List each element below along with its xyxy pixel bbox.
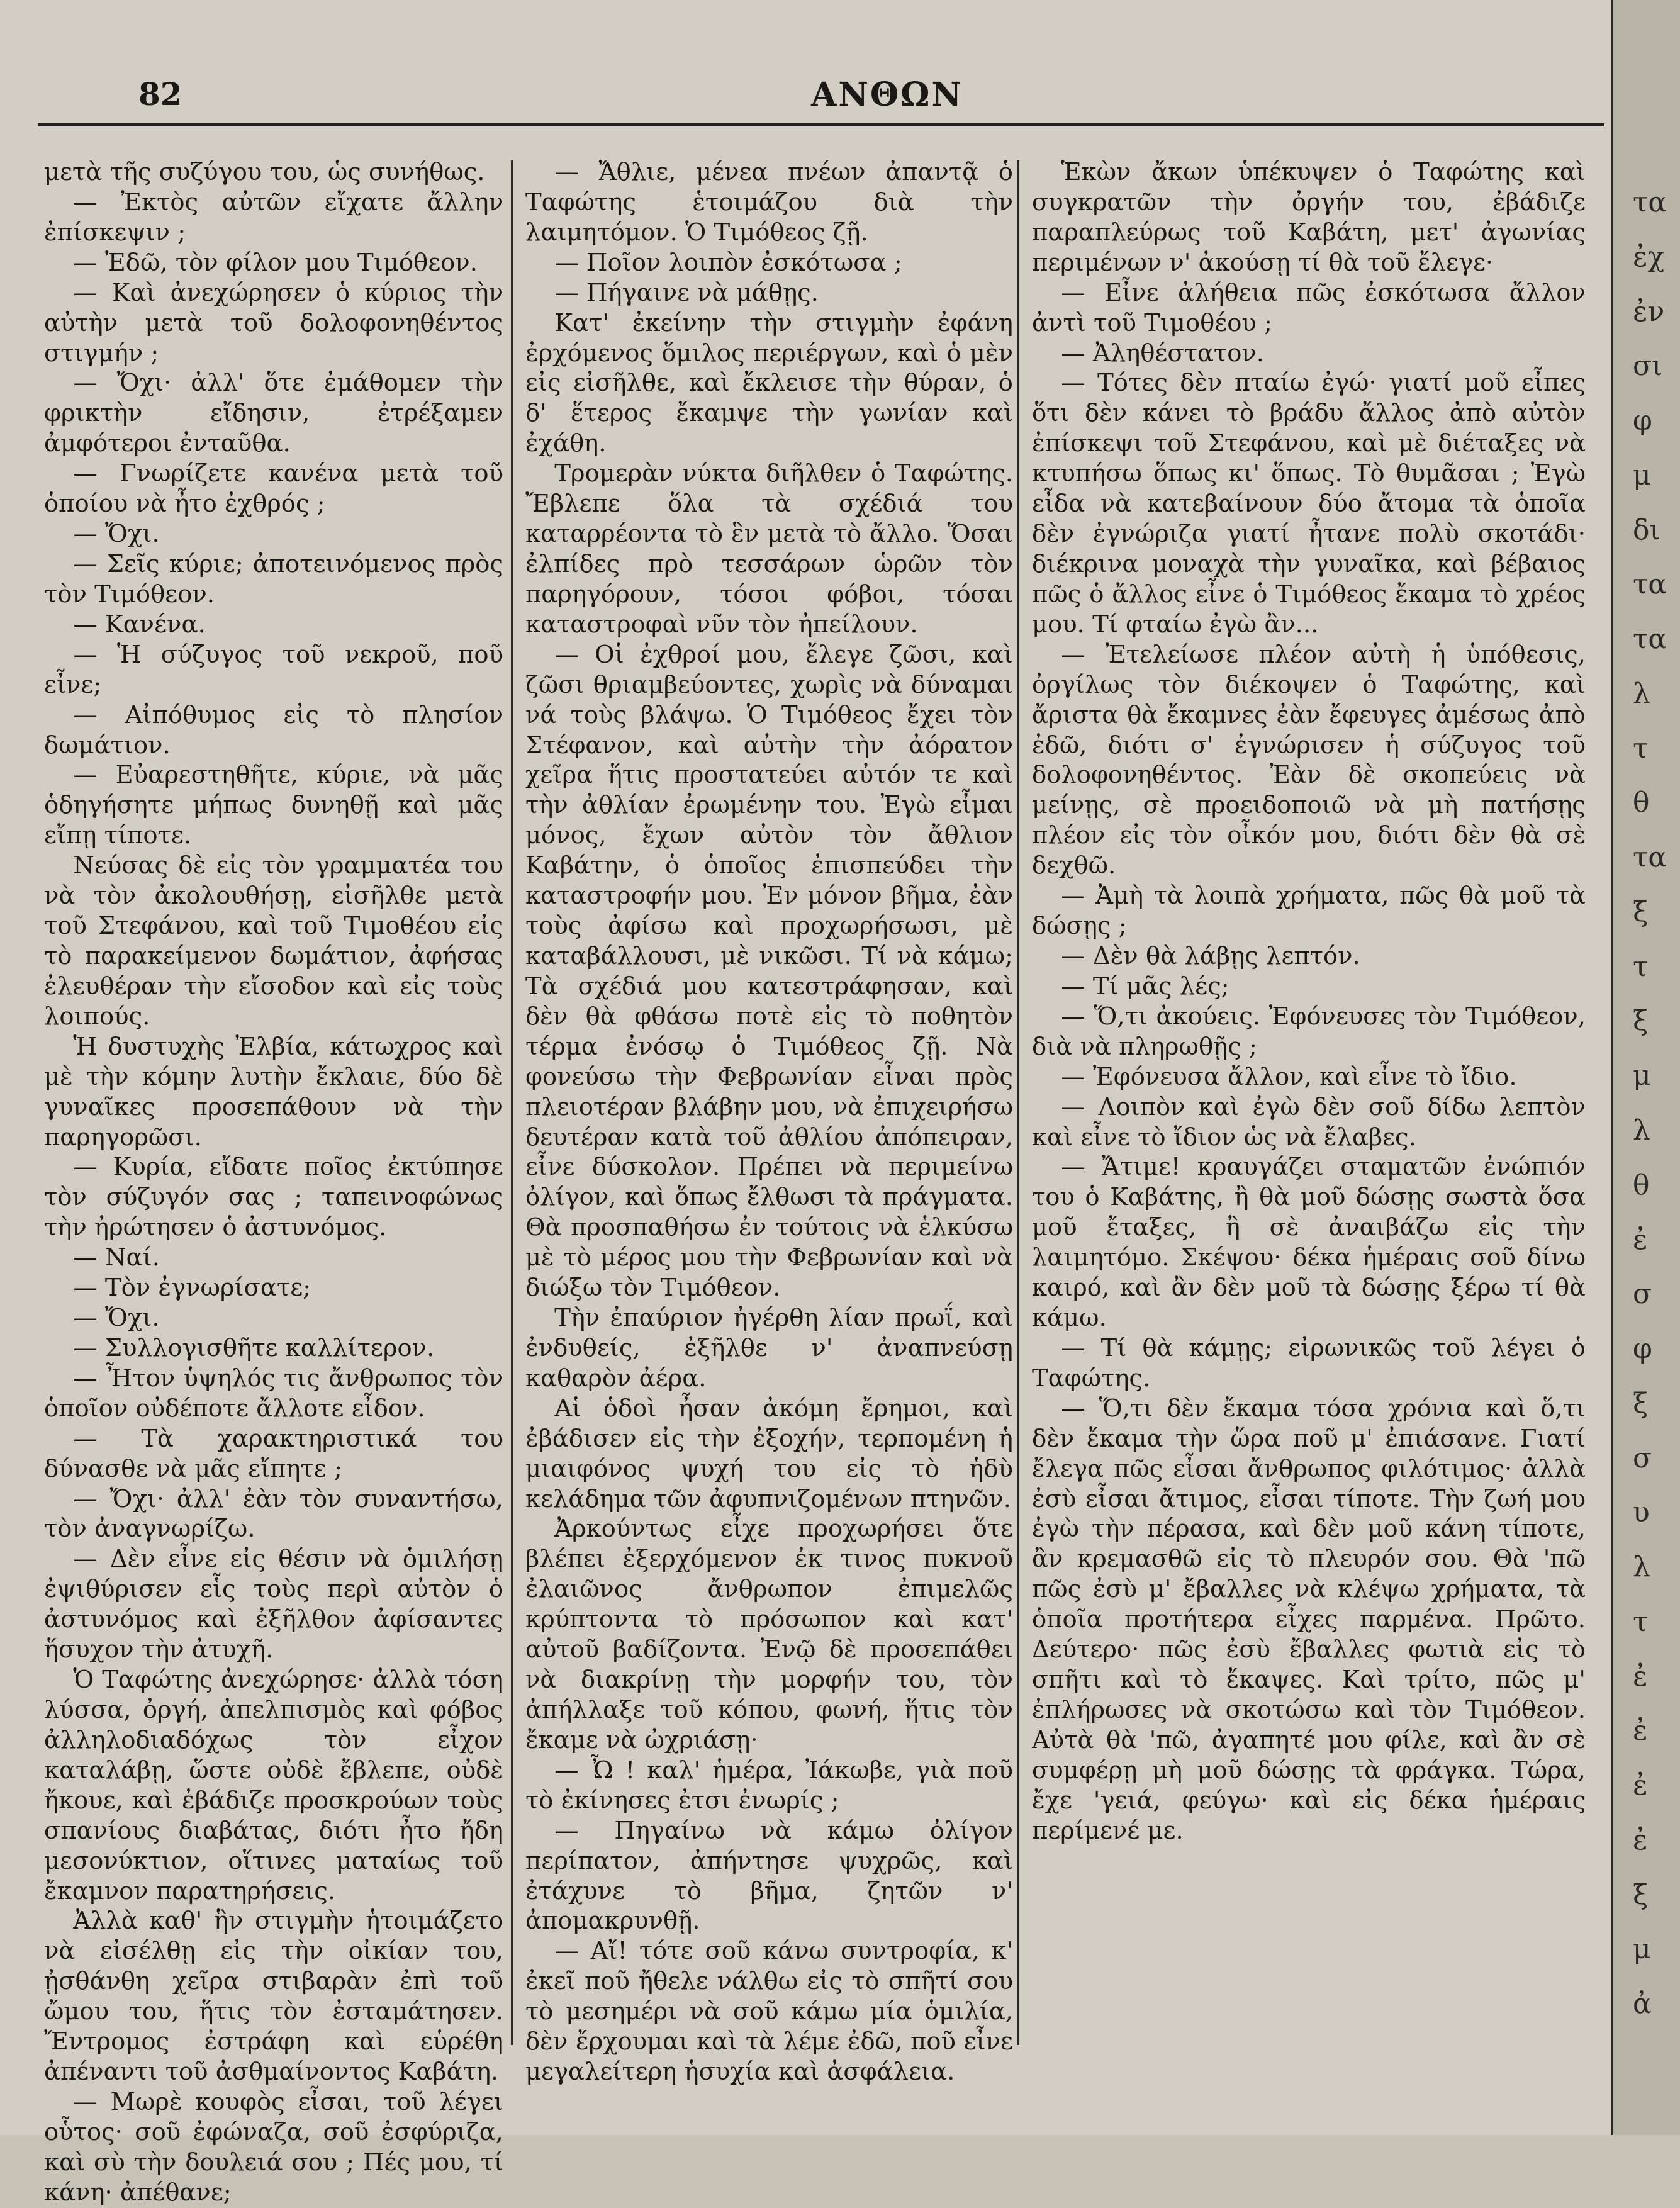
adjacent-page-fragment: δι <box>1633 513 1660 546</box>
adjacent-page-fragment: ξ <box>1633 1878 1649 1911</box>
adjacent-page-fragment: θ <box>1633 787 1650 819</box>
paragraph: — Τὸν ἐγνωρίσατε; <box>73 1274 311 1303</box>
paragraph: — Δὲν θὰ λάβῃς λεπτόν. <box>1061 941 1360 970</box>
adjacent-page-fragment: ἀ <box>1633 1988 1652 2020</box>
paragraph: — Πηγαίνω νὰ κάμω ὀλίγον περίπατον, ἀπήντησε ψυχρῶς, καὶ ἐτάχυνε τὸ βῆμα, ζητῶν ν' ἀπομακρυνθῇ. <box>525 1816 1013 1936</box>
column-divider <box>1017 160 1019 2045</box>
paragraph: — Ἐφόνευσα ἄλλον, καὶ εἶνε τὸ ἴδιο. <box>1061 1062 1517 1091</box>
adjacent-page-fragment: σι <box>1633 350 1663 383</box>
paragraph: — Μωρὲ κουφὸς εἶσαι, τοῦ λέγει οὗτος· σοῦ ἐφώναζα, σοῦ ἐσφύριζα, καὶ σὺ τὴν δουλειά σου ; Πές μου, τί κάνη· ἀπέθανε; <box>44 2088 503 2207</box>
paragraph: — Πήγαινε νὰ μάθῃς. <box>554 278 819 307</box>
adjacent-page-fragment: ἐν <box>1633 295 1665 328</box>
paragraph: Τὴν ἐπαύριον ἠγέρθη λίαν πρωΐ, καὶ ἐνδυθείς, ἐξῆλθε ν' ἀναπνεύσῃ καθαρὸν ἀέρα. <box>525 1304 1013 1393</box>
page-number: 82 <box>138 76 182 113</box>
paragraph: — Ἄτιμε! κραυγάζει σταματῶν ἐνώπιόν του ὁ Καβάτης, ἢ θὰ μοῦ δώσῃς σωστὰ ὅσα μοῦ ἔταξες, ἢ σὲ ἀναιβάζω εἰς τὴν λαιμητόμο. Σκέψου· δέκα ἡμέραις σοῦ δίνω καιρό, καὶ ἂν δὲν μοῦ τὰ δώσῃς ξέρω τί θὰ κάμω. <box>1032 1153 1586 1333</box>
adjacent-page-fragment: λ <box>1633 1114 1650 1146</box>
paragraph: — Τί θὰ κάμῃς; εἰρωνικῶς τοῦ λέγει ὁ Ταφώτης. <box>1032 1333 1586 1393</box>
paragraph: — Ἀμὴ τὰ λοιπὰ χρήματα, πῶς θὰ μοῦ τὰ δώσῃς ; <box>1032 882 1586 941</box>
paragraph: — Αἴ! τότε σοῦ κάνω συντροφία, κ' ἐκεῖ ποῦ ἤθελε νάλθω εἰς τὸ σπῆτί σου τὸ μεσημέρι νὰ σοῦ κάμω μία ὁμιλία, δὲν ἔρχουμαι καὶ τὰ λέμε ἐδῶ, ποῦ εἶνε μεγαλείτερη ἡσυχία καὶ ἀσφάλεια. <box>525 1937 1013 2087</box>
adjacent-page-fragment: τ <box>1633 732 1649 765</box>
paragraph: Νεύσας δὲ εἰς τὸν γραμματέα του νὰ τὸν ἀκολουθήσῃ, εἰσῆλθε μετὰ τοῦ Στεφάνου, καὶ τοῦ Τιμοθέου εἰς τὸ παρακείμενον δωμάτιον, ἀφήσας ἐλευθέραν τὴν εἴσοδον καὶ εἰς τοὺς λοιπούς. <box>44 851 503 1031</box>
adjacent-page-fragment: ἐ <box>1633 1769 1648 1802</box>
paragraph: — Εὐαρεστηθῆτε, κύριε, νὰ μᾶς ὁδηγήσητε μήπως δυνηθῇ καὶ μᾶς εἴπῃ τίποτε. <box>44 761 503 850</box>
paragraph: — Ἄθλιε, μένεα πνέων ἀπαντᾷ ὁ Ταφώτης ἑτοιμάζου διὰ τὴν λαιμητόμον. Ὁ Τιμόθεος ζῇ. <box>525 158 1013 247</box>
adjacent-page-fragment: τα <box>1633 568 1667 601</box>
paragraph: Κατ' ἐκείνην τὴν στιγμὴν ἐφάνη ἐρχόμενος ὅμιλος περιέργων, καὶ ὁ μὲν εἰς εἰσῆλθε, καὶ ἔκλεισε τὴν θύραν, ὁ δ' ἕτερος ἔκαμψε τὴν γωνίαν καὶ ἐχάθη. <box>525 308 1013 458</box>
paragraph: — Ὄχι· ἀλλ' ἐὰν τὸν συναντήσω, τὸν ἀναγνωρίζω. <box>44 1484 503 1544</box>
paragraph: — Ποῖον λοιπὸν ἐσκότωσα ; <box>554 248 902 277</box>
paragraph: — Οἱ ἐχθροί μου, ἔλεγε ζῶσι, καὶ ζῶσι θριαμβεύοντες, χωρὶς νὰ δύναμαι νά τοὺς βλάψω. Ὁ Τιμόθεος ἔχει τὸν Στέφανον, καὶ αὐτὴν τὴν ἀόρατον χεῖρα ἥτις προστατεύει αὐτόν τε καὶ τὴν ἀθλίαν ἐρωμένην του. Ἐγὼ εἶμαι μόνος, ἔχων αὐτὸν τὸν ἄθλιον Καβάτην, ὁ ὁποῖος ἐπισπεύδει τὴν καταστροφήν μου. Ἐν μόνον βῆμα, ἐὰν τοὺς ἀφίσω καὶ προχωρήσωσι, μὲ καταβάλλουσι, μὲ νικῶσι. Τί νὰ κάμω; Τὰ σχέδιά μου κατεστράφησαν, καὶ δὲν θὰ φθάσω ποτὲ εἰς τὸ ποθητὸν τέρμα ἐνόσῳ ὁ Τιμόθεος ζῇ. Νὰ φονεύσω τὴν Φεβρωνίαν εἶναι πρὸς πλειοτέραν βλάβην μου, νὰ ἐπιχειρήσω δευτέραν κατὰ τοῦ ἀθλίου ἀπόπειραν, εἶνε δύσκολον. Πρέπει νὰ περιμείνω ὀλίγον, καὶ ὅπως ἔλθωσι τὰ πράγματα. Θὰ προσπαθήσω ἐν τούτοις νὰ ἑλκύσω μὲ τὸ μέρος μου τὴν Φεβρωνίαν καὶ νὰ διώξω τὸν Τιμόθεον. <box>525 640 1013 1303</box>
adjacent-page-fragment: ἐ <box>1633 1660 1648 1693</box>
adjacent-page-fragment: ἐ <box>1633 1223 1648 1256</box>
adjacent-page-fragment: ξ <box>1633 895 1649 928</box>
paragraph: μετὰ τῆς συζύγου του, ὡς συνήθως. <box>44 158 485 186</box>
paragraph: — Τὰ χαρακτηριστικά του δύνασθε νὰ μᾶς εἴπητε ; <box>44 1424 503 1483</box>
journal-title: ΑΝΘΩΝ <box>811 76 963 114</box>
paragraph: Ἑκὼν ἄκων ὑπέκυψεν ὁ Ταφώτης καὶ συγκρατῶν τὴν ὀργήν του, ἐβάδιζε παραπλεύρως τοῦ Καβάτη, μετ' ἀγωνίας περιμένων ν' ἀκούσῃ τί θὰ τοῦ ἔλεγε· <box>1032 158 1586 277</box>
paragraph: — Ὄχι. <box>73 520 160 549</box>
paragraph: — Ὅ,τι δὲν ἔκαμα τόσα χρόνια καὶ ὅ,τι δὲν ἔκαμα τὴν ὥρα ποῦ μ' ἐπιάσανε. Γιατί ἔλεγα πῶς εἶσαι ἄνθρωπος φιλότιμος· ἀλλὰ ἐσὺ εἶσαι ἄτιμος, εἶσαι τίποτε. Τὴν ζωή μου ἐγὼ τὴν πέρασα, καὶ δὲν μοῦ κάνη τίποτε, ἂν κρεμασθῶ εἰς τὸ πλευρόν σου. Θὰ 'πῶ πῶς ἐσὺ μ' ἔβαλλες νὰ κλέψω χρήματα, τὰ ὁποῖα προτήτερα εἶχες παρμένα. Πρῶτο. Δεύτερο· πῶς ἐσὺ ἔβαλλες φωτιὰ εἰς τὸ σπῆτι καὶ τὸ ἔκαψες. Καὶ τρίτο, πῶς μ' ἐπλήρωσες νὰ σκοτώσω καὶ τὸν Τιμόθεον. Αὐτὰ θὰ 'πῶ, ἀγαπητέ μου φίλε, καὶ ἂν σὲ συμφέρῃ μὴ μοῦ δώσῃς τὰ φράγκα. Τώρα, ἔχε 'γειά, φεύγω· καὶ εἰς δέκα ἡμέραις περίμενέ με. <box>1032 1394 1586 1845</box>
paragraph: — Ὄχι· ἀλλ' ὅτε ἐμάθομεν τὴν φρικτὴν εἴδησιν, ἐτρέξαμεν ἀμφότεροι ἐνταῦθα. <box>44 369 503 458</box>
paragraph: — Ἀληθέστατον. <box>1061 339 1265 367</box>
adjacent-page-fragment: ἐ <box>1633 1824 1648 1856</box>
paragraph: — Τί μᾶς λές; <box>1061 972 1229 1000</box>
adjacent-page-fragment: λ <box>1633 1551 1650 1584</box>
adjacent-page-fragment: μ <box>1633 1933 1651 1966</box>
paragraph: — Ἦτον ὑψηλός τις ἄνθρωπος τὸν ὁποῖον οὐδέποτε ἄλλοτε εἶδον. <box>44 1364 503 1423</box>
paragraph: — Συλλογισθῆτε καλλίτερον. <box>73 1333 435 1362</box>
paragraph: — Αἰπόθυμος εἰς τὸ πλησίον δωμάτιον. <box>44 700 503 759</box>
paragraph: — Τότες δὲν πταίω ἐγώ· γιατί μοῦ εἶπες ὅτι δὲν κάνει τὸ βράδυ ἄλλος ἀπὸ αὐτὸν ἐπίσκεψι τοῦ Στεφάνου, καὶ μὲ διέταξες νὰ κτυπήσω ὅπως κι' ὅπως. Τὸ θυμᾶσαι ; Ἐγὼ εἶδα νὰ κατεβαίνουν δύο ἄτομα τὰ ὁποῖα δὲν ἐγνώριζα γιατί ἦτανε πολὺ σκοτάδι· διέκρινα μοναχὰ τὴν γυναῖκα, καὶ βέβαιος πῶς ὁ ἄλλος εἶνε ὁ Τιμόθεος ἔκαμα τὸ χρέος μου. Τί φταίω ἐγὼ ἂν... <box>1032 369 1586 639</box>
adjacent-page-fragment: μ <box>1633 459 1651 491</box>
paragraph: — Εἶνε ἀλήθεια πῶς ἐσκότωσα ἄλλον ἀντὶ τοῦ Τιμοθέου ; <box>1032 278 1586 337</box>
adjacent-page-fragment: σ <box>1633 1278 1652 1311</box>
paragraph: — Κανένα. <box>73 610 206 639</box>
paragraph: — Ὦ ! καλ' ἡμέρα, Ἰάκωβε, γιὰ ποῦ τὸ ἐκίνησες ἐτσι ἐνωρίς ; <box>525 1756 1013 1815</box>
adjacent-page-fragment: τα <box>1633 841 1667 874</box>
paragraph: — Ἐτελείωσε πλέον αὐτὴ ἡ ὑπόθεσις, ὀργίλως τὸν διέκοψεν ὁ Ταφώτης, καὶ ἄριστα θὰ ἔκαμνες ἐὰν ἔφευγες ἀμέσως ἀπὸ ἐδῶ, διότι σ' ἐγνώρισεν ἡ σύζυγος τοῦ δολοφονηθέντος. Ἐὰν δὲ σκοπεύεις νὰ μείνῃς, σὲ προειδοποιῶ νὰ μὴ πατήσῃς πλέον εἰς τὸν οἶκόν μου, διότι δὲν θὰ σὲ δεχθῶ. <box>1032 640 1586 880</box>
adjacent-page-fragment: ξ <box>1633 1005 1649 1038</box>
paragraph: Ἀρκούντως εἶχε προχωρήσει ὅτε βλέπει ἐξερχόμενον ἐκ τινος πυκνοῦ ἐλαιῶνος ἄνθρωπον ἐπιμελῶς κρύπτοντα τὸ πρόσωπον καὶ κατ' αὐτοῦ βαδίζοντα. Ἐνῷ δὲ προσεπάθει νὰ διακρίνῃ τὴν μορφήν του, τὸν ἀπήλλαξε τοῦ κόπου, φωνή, ἥτις τὸν ἔκαμε νὰ ὠχριάσῃ· <box>525 1515 1013 1754</box>
adjacent-page-fragment: μ <box>1633 1060 1651 1092</box>
paragraph: — Ὅ,τι ἀκούεις. Ἐφόνευσες τὸν Τιμόθεον, διὰ νὰ πληρωθῇς ; <box>1032 1002 1586 1061</box>
paragraph: Τρομερὰν νύκτα διῆλθεν ὁ Ταφώτης. Ἔβλεπε ὅλα τὰ σχέδιά του καταρρέοντα τὸ ἓν μετὰ τὸ ἄλλο. Ὅσαι ἐλπίδες πρὸ τεσσάρων ὡρῶν τὸν παρηγόρουν, τόσοι φόβοι, τόσαι καταστροφαὶ νῦν τὸν ἠπείλουν. <box>525 459 1013 639</box>
paragraph: — Σεῖς κύριε; ἀποτεινόμενος πρὸς τὸν Τιμόθεον. <box>44 549 503 608</box>
adjacent-page-fragment: σ <box>1633 1442 1652 1474</box>
adjacent-page-fragment: υ <box>1633 1496 1650 1529</box>
text-column-left <box>44 157 503 2207</box>
text-column-middle <box>525 157 1013 2095</box>
paragraph: — Δὲν εἶνε εἰς θέσιν νὰ ὁμιλήσῃ ἐψιθύρισεν εἷς τοὺς περὶ αὐτὸν ὁ ἀστυνόμος καὶ ἐξῆλθον ἀφίσαντες ἥσυχον τὴν ἀτυχῆ. <box>44 1545 503 1664</box>
adjacent-page-fragment: φ <box>1633 1333 1652 1365</box>
adjacent-page-fragment: τα <box>1633 186 1667 218</box>
paragraph: Αἱ ὁδοὶ ἦσαν ἀκόμη ἔρημοι, καὶ ἐβάδισεν εἰς τὴν ἐξοχήν, τερπομένη ἡ μιαιφόνος ψυχή του εἰς τὸ ἡδὺ κελάδημα τῶν ἀφυπνιζομένων πτηνῶν. <box>525 1394 1013 1513</box>
adjacent-page-fragment: τα <box>1633 623 1667 656</box>
paragraph: — Καὶ ἀνεχώρησεν ὁ κύριος τὴν αὐτὴν μετὰ τοῦ δολοφονηθέντος στιγμήν ; <box>44 278 503 367</box>
paragraph: — Ναί. <box>73 1243 160 1272</box>
adjacent-page-fragment: φ <box>1633 405 1652 437</box>
adjacent-page-fragment: ξ <box>1633 1387 1649 1420</box>
adjacent-page-edge <box>1611 0 1680 2135</box>
paragraph: Ἡ δυστυχὴς Ἐλβία, κάτωχρος καὶ μὲ τὴν κόμην λυτὴν ἔκλαιε, δύο δὲ γυναῖκες προσεπάθουν νὰ τὴν παρηγορῶσι. <box>44 1032 503 1152</box>
header-rule <box>38 123 1604 126</box>
adjacent-page-fragment: ἐχ <box>1633 240 1665 273</box>
paragraph: — Ἐδῶ, τὸν φίλον μου Τιμόθεον. <box>73 248 478 277</box>
paragraph: — Ἡ σύζυγος τοῦ νεκροῦ, ποῦ εἶνε; <box>44 640 503 699</box>
page-header <box>138 76 1604 126</box>
paragraph: — Κυρία, εἴδατε ποῖος ἐκτύπησε τὸν σύζυγόν σας ; ταπεινοφώνως τὴν ἠρώτησεν ὁ ἀστυνόμος. <box>44 1153 503 1242</box>
adjacent-page-fragment: τ <box>1633 1605 1649 1638</box>
adjacent-page-fragment: λ <box>1633 677 1650 710</box>
paragraph: — Ὄχι. <box>73 1304 160 1333</box>
adjacent-page-fragment: τ <box>1633 950 1649 983</box>
paragraph: Ὁ Ταφώτης ἀνεχώρησε· ἀλλὰ τόση λύσσα, ὀργή, ἀπελπισμὸς καὶ φόβος ἀλληλοδιαδόχως τὸν εἶχον καταλάβῃ, ὥστε οὐδὲ ἔβλεπε, οὐδὲ ἤκουε, καὶ ἐβάδιζε προσκρούων τοὺς σπανίους διαβάτας, διότι ἦτο ἤδη μεσονύκτιον, οἵτινες ματαίως τοῦ ἔκαμνον παρατηρήσεις. <box>44 1666 503 1905</box>
text-column-right <box>1032 157 1586 2095</box>
adjacent-page-fragment: ἐ <box>1633 1715 1648 1747</box>
paragraph: Ἀλλὰ καθ' ἣν στιγμὴν ἡτοιμάζετο νὰ εἰσέλθῃ εἰς τὴν οἰκίαν του, ᾐσθάνθη χεῖρα στιβαρὰν ἐπὶ τοῦ ὤμου του, ἥτις τὸν ἐσταμάτησεν. Ἔντρομος ἐστράφη καὶ εὑρέθη ἀπέναντι τοῦ ἀσθμαίνοντος Καβάτη. <box>44 1907 503 2087</box>
column-divider <box>511 160 513 2045</box>
adjacent-page-fragment: θ <box>1633 1168 1650 1201</box>
paragraph: — Λοιπὸν καὶ ἐγὼ δὲν σοῦ δίδω λεπτὸν καὶ εἶνε τὸ ἴδιον ὡς νὰ ἔλαβες. <box>1032 1092 1586 1152</box>
paragraph: — Ἐκτὸς αὐτῶν εἴχατε ἄλλην ἐπίσκεψιν ; <box>44 188 503 247</box>
paragraph: — Γνωρίζετε κανένα μετὰ τοῦ ὁποίου νὰ ἦτο ἐχθρός ; <box>44 459 503 518</box>
